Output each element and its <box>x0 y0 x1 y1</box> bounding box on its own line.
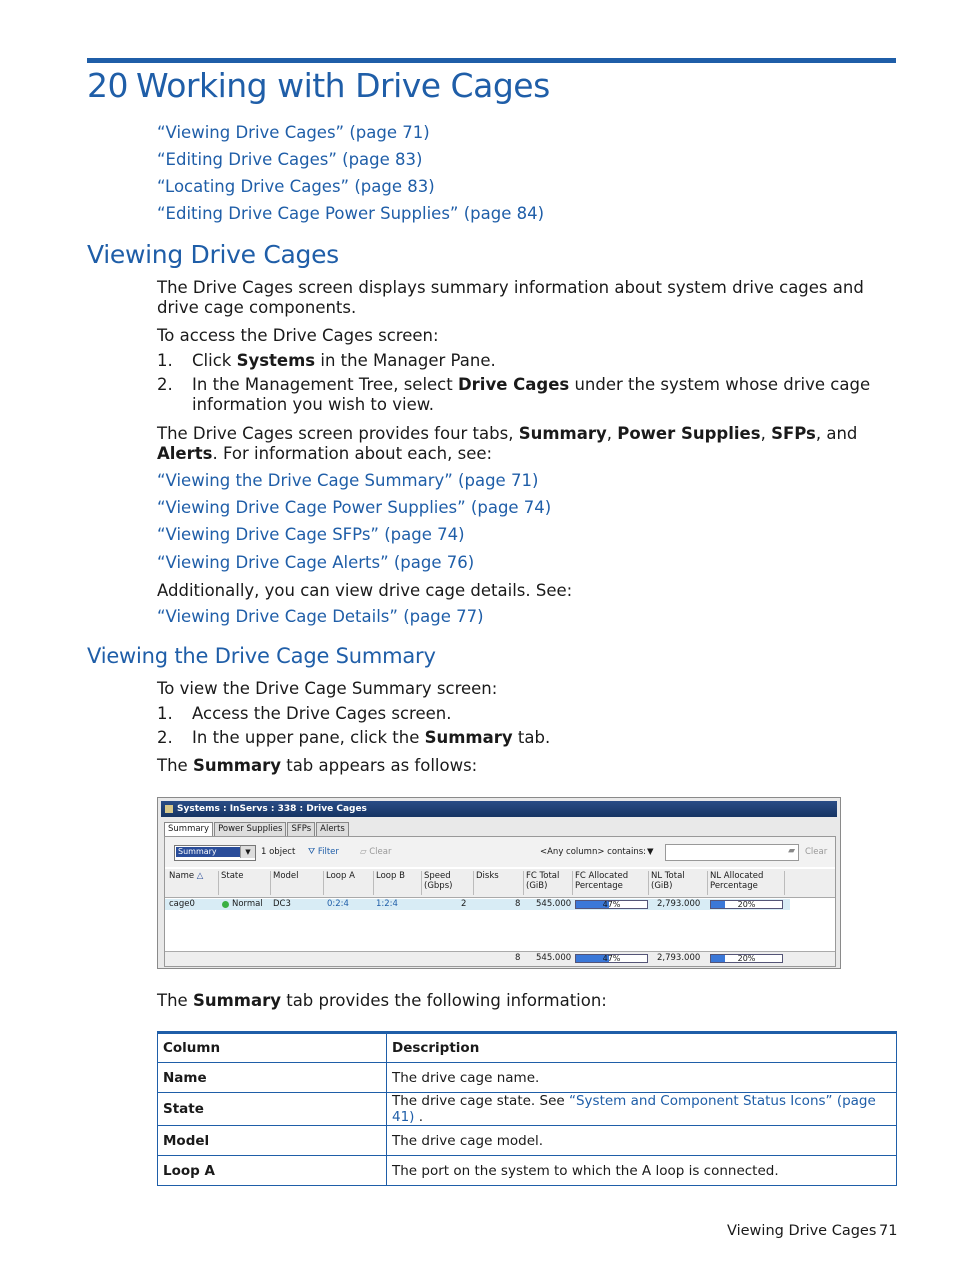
table-row <box>158 1063 897 1093</box>
step-text: In the Management Tree, select Drive Cages under the system whose drive cage information you wish to view. <box>192 375 871 414</box>
subsection-heading: Viewing the Drive Cage Summary <box>87 644 436 668</box>
object-count: 1 object <box>261 847 296 857</box>
clear-icon: ▱ <box>360 847 367 857</box>
tab-power-supplies[interactable]: Power Supplies <box>214 822 286 836</box>
status-normal-icon <box>222 901 229 908</box>
cell-state: Normal <box>232 899 263 909</box>
table-header-row <box>158 1033 897 1063</box>
see-link[interactable]: “Viewing Drive Cage SFPs” (page 74) <box>157 525 465 544</box>
filter-icon: ⛛ <box>308 847 316 857</box>
chevron-down-icon: ▼ <box>240 846 255 858</box>
filter-button[interactable]: ⛛ Filter <box>308 847 339 857</box>
column-dropdown-icon[interactable]: ▼ <box>647 847 654 857</box>
header-description: Description <box>387 1033 897 1063</box>
table-row <box>158 1126 897 1156</box>
col-header-fc-allocated[interactable]: FC Allocated Percentage <box>573 871 649 895</box>
search-input[interactable] <box>665 844 799 861</box>
see-link[interactable]: “Viewing the Drive Cage Summary” (page 71) <box>157 471 539 490</box>
chapter-title <box>87 66 550 105</box>
step-text: Click Systems in the Manager Pane. <box>192 351 496 370</box>
col-header-name[interactable]: Name △ <box>167 871 219 895</box>
section-heading: Viewing Drive Cages <box>87 240 339 269</box>
drive-cages-screenshot <box>157 797 841 969</box>
toc-link[interactable]: “Locating Drive Cages” (page 83) <box>157 177 435 196</box>
cell-speed: 2 <box>461 899 467 909</box>
clear-button[interactable]: ▱ Clear <box>360 847 392 857</box>
col-header-loop-a[interactable]: Loop A <box>324 871 374 895</box>
column-filter[interactable]: <Any column> contains: <box>540 847 647 857</box>
filter-bar <box>165 837 835 867</box>
total-fc-allocated-bar: 47% <box>575 954 648 963</box>
step-number: 2. <box>157 728 173 747</box>
toc-link[interactable]: “Viewing Drive Cages” (page 71) <box>157 123 430 142</box>
see-link[interactable]: “Viewing Drive Cage Alerts” (page 76) <box>157 553 475 572</box>
summary-panel <box>164 836 836 967</box>
col-header-speed[interactable]: Speed (Gbps) <box>422 871 474 895</box>
fc-allocated-bar: 47% <box>575 900 648 909</box>
cell-loop-a[interactable]: 0:2:4 <box>327 899 349 909</box>
provides-text: The Summary tab provides the following information: <box>157 991 607 1010</box>
table-row <box>158 1093 897 1126</box>
column-description: The drive cage model. <box>387 1126 897 1156</box>
col-header-disks[interactable]: Disks <box>474 871 524 895</box>
chapter-number: 20 <box>87 66 128 105</box>
tab-sfps[interactable]: SFPs <box>287 822 315 836</box>
col-header-state[interactable]: State <box>219 871 271 895</box>
col-header-nl-total[interactable]: NL Total (GiB) <box>649 871 708 895</box>
cell-nl-total: 2,793.000 <box>657 899 701 909</box>
tabs-description: The Drive Cages screen provides four tabs, Summary, Power Supplies, SFPs, and Alerts. For information about each, see: <box>157 424 858 463</box>
tab-bar <box>164 822 350 836</box>
step-number: 1. <box>157 351 173 370</box>
col-header-nl-allocated[interactable]: NL Allocated Percentage <box>708 871 785 895</box>
status-icons-link[interactable]: “System and Component Status Icons” (page 41) <box>392 1093 876 1125</box>
subsection-intro: To view the Drive Cage Summary screen: <box>157 679 498 698</box>
step-text: Access the Drive Cages screen. <box>192 704 452 723</box>
step-text: In the upper pane, click the Summary tab. <box>192 728 551 747</box>
clear-search-button[interactable]: Clear <box>805 847 828 857</box>
totals-row <box>165 951 835 966</box>
appears-text: The Summary tab appears as follows: <box>157 756 478 775</box>
cell-name: cage0 <box>169 899 195 909</box>
see-link[interactable]: “Viewing Drive Cage Power Supplies” (page 74) <box>157 498 552 517</box>
cell-loop-b[interactable]: 1:2:4 <box>376 899 398 909</box>
tab-summary[interactable]: Summary <box>164 822 213 836</box>
header-column: Column <box>158 1033 387 1063</box>
column-name: Loop A <box>158 1156 387 1186</box>
total-disks: 8 <box>515 953 521 963</box>
cell-fc-total: 545.000 <box>536 899 572 909</box>
col-header-fc-total[interactable]: FC Total (GiB) <box>524 871 573 895</box>
column-description: The drive cage name. <box>387 1063 897 1093</box>
sort-asc-icon: △ <box>196 871 204 881</box>
total-fc: 545.000 <box>536 953 572 963</box>
column-description: The drive cage state. See “System and Component Status Icons” (page 41) . <box>387 1093 897 1126</box>
grid-header <box>165 869 835 898</box>
toc-link[interactable]: “Editing Drive Cages” (page 83) <box>157 150 423 169</box>
details-link[interactable]: “Viewing Drive Cage Details” (page 77) <box>157 607 484 626</box>
view-select[interactable]: Summary ▼ <box>174 845 256 861</box>
access-text: To access the Drive Cages screen: <box>157 326 439 345</box>
eraser-icon: ▰ <box>788 846 795 856</box>
column-name: State <box>158 1093 387 1126</box>
table-row[interactable] <box>165 899 790 910</box>
col-header-model[interactable]: Model <box>271 871 324 895</box>
tab-alerts[interactable]: Alerts <box>316 822 349 836</box>
col-header-loop-b[interactable]: Loop B <box>374 871 422 895</box>
column-description: The port on the system to which the A loop is connected. <box>387 1156 897 1186</box>
section-intro: The Drive Cages screen displays summary information about system drive cages and drive cage components. <box>157 278 864 317</box>
summary-columns-table <box>157 1031 897 1186</box>
chapter-rule <box>87 58 896 63</box>
footer-page-number: 71 <box>879 1223 898 1239</box>
nl-allocated-bar: 20% <box>710 900 783 909</box>
cell-disks: 8 <box>515 899 521 909</box>
step-number: 2. <box>157 375 173 394</box>
window-title: Systems : InServs : 338 : Drive Cages <box>161 801 837 817</box>
total-nl-allocated-bar: 20% <box>710 954 783 963</box>
footer-section: Viewing Drive Cages <box>727 1223 877 1239</box>
total-nl: 2,793.000 <box>657 953 701 963</box>
column-name: Name <box>158 1063 387 1093</box>
toc-link[interactable]: “Editing Drive Cage Power Supplies” (page 84) <box>157 204 545 223</box>
folder-icon <box>165 805 173 813</box>
column-name: Model <box>158 1126 387 1156</box>
table-row <box>158 1156 897 1186</box>
chapter-title-text: Working with Drive Cages <box>136 66 550 105</box>
step-number: 1. <box>157 704 173 723</box>
cell-model: DC3 <box>273 899 291 909</box>
additional-text: Additionally, you can view drive cage details. See: <box>157 581 573 600</box>
